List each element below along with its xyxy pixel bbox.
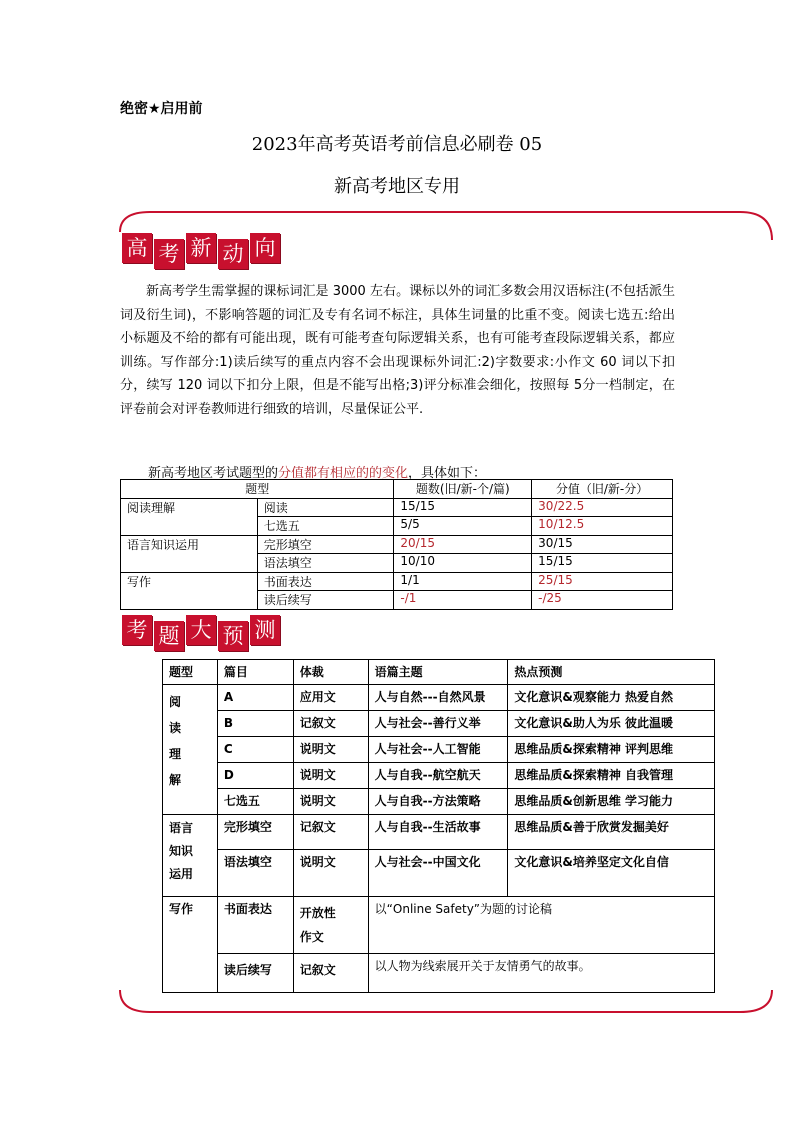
header-score: 分值（旧/新-分） (532, 480, 673, 499)
table-row (163, 815, 715, 850)
table-row (121, 572, 673, 591)
language-group (163, 815, 218, 897)
passage: 完形填空 (217, 815, 293, 850)
table-row (163, 763, 715, 789)
topic: 人与社会--善行义举 (368, 711, 508, 737)
table-row (163, 954, 715, 993)
banner-char: 考 (154, 239, 184, 269)
hot: 思维品质&善于欣赏发掘美好 (508, 815, 715, 850)
score: 10/12.5 (532, 517, 673, 536)
genre: 说明文 (293, 789, 368, 815)
passage: 书面表达 (217, 897, 293, 954)
count: 20/15 (394, 535, 532, 554)
group-char: 语言 (169, 821, 194, 835)
banner-char: 动 (218, 239, 248, 269)
banner-char: 新 (186, 233, 216, 263)
score: 30/15 (532, 535, 673, 554)
page-subtitle: 新高考地区专用 (334, 176, 460, 197)
header-type: 题型 (163, 660, 218, 685)
count: 1/1 (394, 572, 532, 591)
table-row (163, 850, 715, 897)
count: 10/10 (394, 554, 532, 573)
header-count: 题数(旧/新-个/篇) (394, 480, 532, 499)
hot: 文化意识&培养坚定文化自信 (508, 850, 715, 897)
banner-predictions (122, 615, 280, 651)
table-row (163, 711, 715, 737)
passage: C (217, 737, 293, 763)
score-table (120, 479, 673, 610)
table-row (121, 535, 673, 554)
banner-char: 向 (250, 233, 280, 263)
genre: 说明文 (293, 850, 368, 897)
topic: 人与社会--中国文化 (368, 850, 508, 897)
banner-char: 测 (250, 615, 280, 645)
prediction-table (162, 659, 715, 993)
hot: 思维品质&探索精神 评判思维 (508, 737, 715, 763)
table-row (163, 897, 715, 954)
count: -/1 (394, 591, 532, 610)
topic: 人与自我--航空航天 (368, 763, 508, 789)
table-intro-text-end: ，具体如下： (408, 466, 487, 481)
group-char: 解 (169, 773, 182, 787)
header-type: 题型 (121, 480, 394, 499)
genre: 说明文 (293, 737, 368, 763)
banner-char: 高 (122, 233, 152, 263)
header-topic: 语篇主题 (368, 660, 508, 685)
hot: 思维品质&探索精神 自我管理 (508, 763, 715, 789)
header-hot: 热点预测 (508, 660, 715, 685)
score: 15/15 (532, 554, 673, 573)
count: 5/5 (394, 517, 532, 536)
sub-type: 语法填空 (257, 554, 394, 573)
sub-type: 读后续写 (257, 591, 394, 610)
header-passage: 篇目 (217, 660, 293, 685)
genre: 应用文 (293, 685, 368, 711)
topic: 人与自我--方法策略 (368, 789, 508, 815)
hot: 文化意识&助人为乐 彼此温暖 (508, 711, 715, 737)
intro-section (120, 280, 675, 422)
banner-char: 大 (186, 615, 216, 645)
genre-line: 开放性 (299, 906, 336, 920)
intro-paragraph: 新高考学生需掌握的课标词汇是 3000 左右。课标以外的词汇多数会用汉语标注(不包括派生词及衍生词)，不影响答题的词汇及专有名词不标注，具体生词量的比重不变。阅读七选五:给出小标题及不给的都有可能出现，既有可能考查句际逻辑关系，也有可能考查段际逻辑关系，都应训练。写作部分:1)读后续写的重点内容不会出现课标外词汇:2)字数要求:小作文 60 词以下扣分，续写 120 词以下扣分上限，但是不能写出格;3)评分标准会细化，按照每 5分一档制定，在评卷前会对评卷教师进行细致的培训，尽量保证公平. (120, 284, 675, 417)
group-char: 理 (169, 747, 182, 761)
genre: 说明文 (293, 763, 368, 789)
group-name: 语言知识运用 (121, 535, 258, 572)
genre-line: 作文 (299, 930, 324, 944)
group-name: 阅读理解 (121, 498, 258, 535)
writing-desc: 以人物为线索展开关于友情勇气的故事。 (368, 954, 714, 993)
group-name: 写作 (121, 572, 258, 609)
score: 25/15 (532, 572, 673, 591)
banner-char: 题 (154, 621, 184, 651)
reading-group (163, 685, 218, 815)
passage: 语法填空 (217, 850, 293, 897)
banner-char: 考 (122, 615, 152, 645)
count: 15/15 (394, 498, 532, 517)
writing-group: 写作 (163, 897, 218, 993)
genre: 记叙文 (293, 815, 368, 850)
table-row (163, 685, 715, 711)
passage: D (217, 763, 293, 789)
writing-desc: 以“Online Safety”为题的讨论稿 (368, 897, 714, 954)
score: -/25 (532, 591, 673, 610)
group-char: 阅 (169, 695, 182, 709)
genre: 记叙文 (293, 954, 368, 993)
hot: 文化意识&观察能力 热爱自然 (508, 685, 715, 711)
banner-char: 预 (218, 621, 248, 651)
secret-label: 绝密★启用前 (120, 101, 203, 117)
passage: B (217, 711, 293, 737)
page-title: 2023年高考英语考前信息必刷卷 05 (251, 134, 543, 155)
passage: A (217, 685, 293, 711)
group-char: 运用 (169, 867, 194, 881)
topic: 人与社会--人工智能 (368, 737, 508, 763)
sub-type: 七选五 (257, 517, 394, 536)
topic: 人与自我--生活故事 (368, 815, 508, 850)
sub-type: 书面表达 (257, 572, 394, 591)
group-char: 读 (169, 721, 182, 735)
banner-new-trends (122, 233, 280, 269)
table-intro-text: 新高考地区考试题型的 (148, 466, 279, 481)
genre: 记叙文 (293, 711, 368, 737)
hot: 思维品质&创新思维 学习能力 (508, 789, 715, 815)
sub-type: 阅读 (257, 498, 394, 517)
passage: 七选五 (217, 789, 293, 815)
table-row (121, 498, 673, 517)
score: 30/22.5 (532, 498, 673, 517)
table-row (163, 737, 715, 763)
table-header-row (121, 480, 673, 499)
table-row (163, 789, 715, 815)
table-intro-highlight: 分值都有相应的的变化 (278, 466, 409, 481)
topic: 人与自然---自然风景 (368, 685, 508, 711)
group-char: 知识 (169, 844, 194, 858)
sub-type: 完形填空 (257, 535, 394, 554)
table-header-row (163, 660, 715, 685)
genre (293, 897, 368, 954)
passage: 读后续写 (217, 954, 293, 993)
header-genre: 体裁 (293, 660, 368, 685)
